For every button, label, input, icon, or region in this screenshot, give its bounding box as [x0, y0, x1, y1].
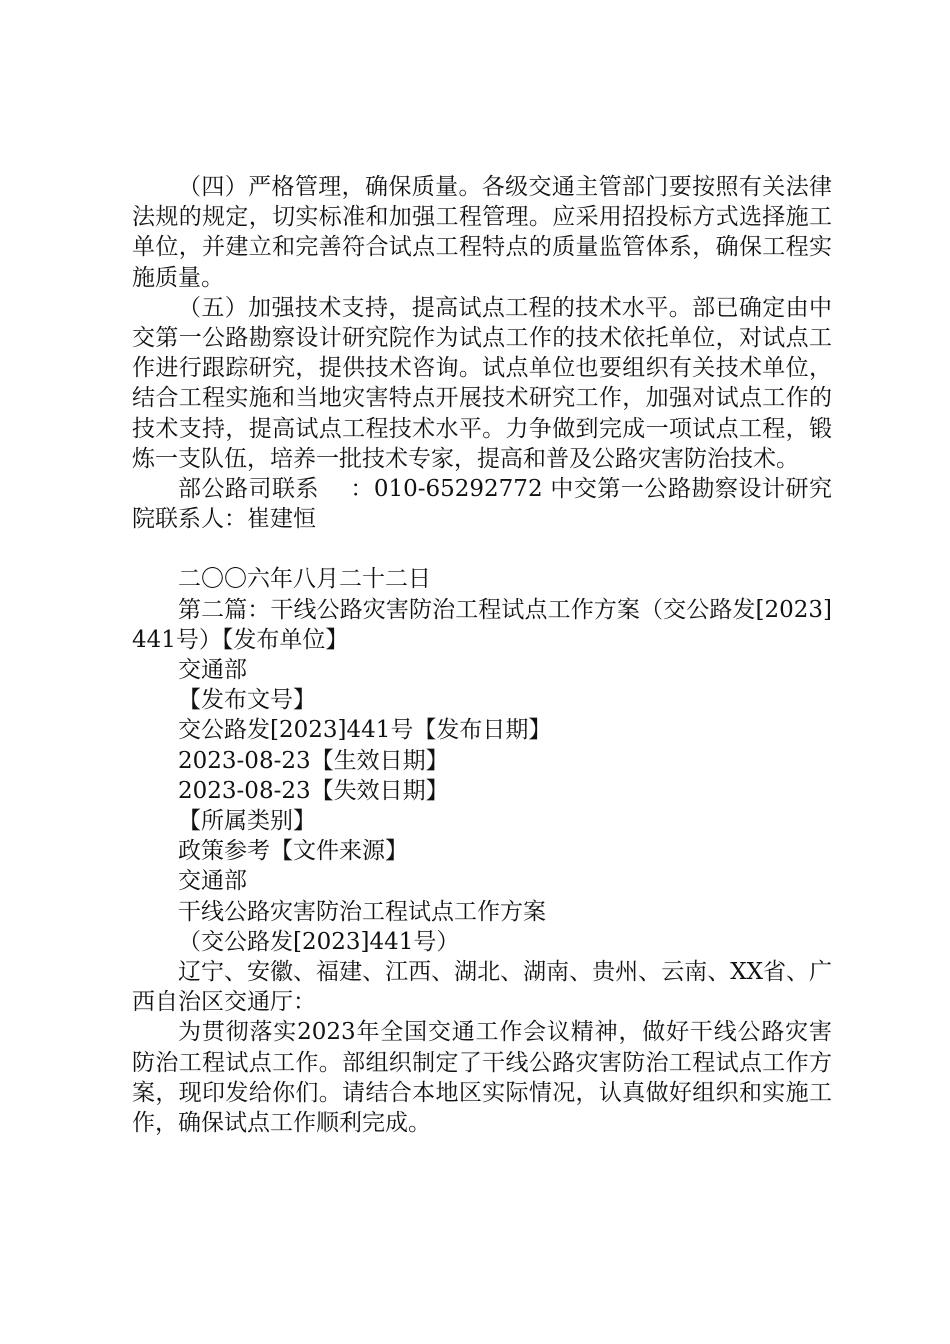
second-article-title: 第二篇：干线公路灾害防治工程试点工作方案（交公路发[2023]441号）【发布单位】: [132, 596, 832, 653]
plan-document-number: （交公路发[2023]441号）: [178, 928, 460, 955]
paragraph-contacts: 部公路司联系 ：010-65292772 中交第一公路勘察设计研究院联系人：崔建恒: [132, 476, 832, 533]
document-page: [132, 172, 832, 1138]
document-date: 二〇〇六年八月二十二日: [178, 566, 431, 593]
category-label: 【所属类别】: [178, 808, 316, 835]
issuing-unit-value: 交通部: [178, 657, 247, 684]
paragraph-technical-support: （五）加强技术支持，提高试点工程的技术水平。部已确定由中交第一公路勘察设计研究院作为试点工作的技术依托单位，对试点工作进行跟踪研究，提供技术咨询。试点单位也要组织有关技术单位，结合工程实施和当地灾害特点开展技术研究工作，加强对试点工作的技术支持，提高试点工程技术水平。力争做到完成一项试点工程，锻炼一支队伍，培养一批技术专家，提高和普及公路灾害防治技术。: [132, 294, 832, 472]
document-number-value: 交公路发[2023]441号【发布日期】: [178, 717, 552, 744]
plan-title: 干线公路灾害防治工程试点工作方案: [178, 898, 546, 925]
category-value: 政策参考【文件来源】: [178, 838, 408, 865]
paragraph-strict-management: （四）严格管理，确保质量。各级交通主管部门要按照有关法律法规的规定，切实标准和加强工程管理。应采用招投标方式选择施工单位，并建立和完善符合试点工程特点的质量监管体系，确保工程实施质量。: [132, 174, 832, 291]
source-value: 交通部: [178, 868, 247, 895]
recipients: 辽宁、安徽、福建、江西、湖北、湖南、贵州、云南、XX省、广西自治区交通厅：: [132, 959, 832, 1016]
document-number-label: 【发布文号】: [178, 687, 316, 714]
release-date-value: 2023-08-23【生效日期】: [178, 747, 449, 774]
blank-line: [132, 534, 832, 564]
effective-date-value: 2023-08-23【失效日期】: [178, 777, 449, 804]
paragraph-notice-body: 为贯彻落实2023年全国交通工作会议精神，做好干线公路灾害防治工程试点工作。部组织制定了干线公路灾害防治工程试点工作方案，现印发给你们。请结合本地区实际情况，认真做好组织和实施工作，确保试点工作顺利完成。: [132, 1019, 832, 1137]
